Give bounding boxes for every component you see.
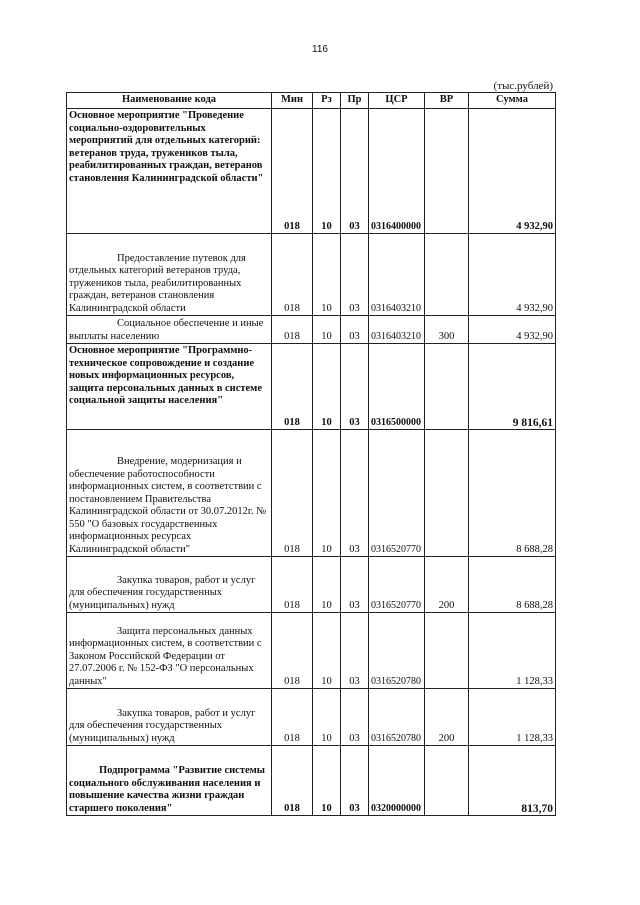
row-min: 018	[272, 344, 313, 430]
table-row	[67, 316, 556, 344]
page-number: 116	[312, 44, 328, 55]
header-vr: ВР	[425, 93, 469, 109]
row-pr: 03	[341, 557, 369, 613]
row-name: Основное мероприятие "Проведение социально-оздоровительных мероприятий для отдельных категорий: ветеранов труда, тружеников тыла, реабилитированных граждан, ветеранов становления Калининградской области"	[67, 109, 272, 234]
row-rz: 10	[313, 430, 341, 557]
row-pr: 03	[341, 316, 369, 344]
table-row	[67, 430, 556, 557]
row-sum: 4 932,90	[469, 316, 556, 344]
row-min: 018	[272, 689, 313, 746]
row-pr: 03	[341, 344, 369, 430]
row-csr: 0316520770	[369, 430, 425, 557]
header-csr: ЦСР	[369, 93, 425, 109]
header-pr: Пр	[341, 93, 369, 109]
row-pr: 03	[341, 234, 369, 316]
header-rz: Рз	[313, 93, 341, 109]
units-label: (тыс.рублей)	[493, 80, 553, 92]
row-vr	[425, 344, 469, 430]
row-rz: 10	[313, 689, 341, 746]
header-name: Наименование кода	[67, 93, 272, 109]
row-sum: 4 932,90	[469, 234, 556, 316]
table-row	[67, 234, 556, 316]
row-rz: 10	[313, 746, 341, 816]
row-name: Социальное обеспечение и иные выплаты населению	[67, 316, 272, 344]
header-sum: Сумма	[469, 93, 556, 109]
row-vr: 200	[425, 557, 469, 613]
row-sum: 1 128,33	[469, 613, 556, 689]
row-sum: 813,70	[469, 746, 556, 816]
row-rz: 10	[313, 613, 341, 689]
row-name: Внедрение, модернизация и обеспечение работоспособности информационных систем, в соответствии с постановлением Правительства Калининградской области от 30.07.2012г. № 550 "О базовых государственных информационных ресурсах Калининградской области"	[67, 430, 272, 557]
row-csr: 0316500000	[369, 344, 425, 430]
budget-table	[66, 92, 556, 816]
table-row	[67, 344, 556, 430]
table-row	[67, 109, 556, 234]
row-pr: 03	[341, 613, 369, 689]
row-min: 018	[272, 234, 313, 316]
header-row	[67, 93, 556, 109]
row-pr: 03	[341, 746, 369, 816]
table-row	[67, 689, 556, 746]
row-vr	[425, 613, 469, 689]
row-csr: 0320000000	[369, 746, 425, 816]
row-name: Предоставление путевок для отдельных категорий ветеранов труда, тружеников тыла, реабилитированных граждан, ветеранов становления Калининградской области	[67, 234, 272, 316]
row-csr: 0316403210	[369, 234, 425, 316]
row-pr: 03	[341, 689, 369, 746]
row-vr: 300	[425, 316, 469, 344]
row-min: 018	[272, 613, 313, 689]
row-name: Подпрограмма "Развитие системы социального обслуживания населения и повышение качества жизни граждан старшего поколения"	[67, 746, 272, 816]
row-name: Защита персональных данных информационных систем, в соответствии с Законом Российской Федерации от 27.07.2006 г. № 152-ФЗ "О персональных данных"	[67, 613, 272, 689]
row-rz: 10	[313, 109, 341, 234]
row-sum: 9 816,61	[469, 344, 556, 430]
row-min: 018	[272, 746, 313, 816]
row-sum: 8 688,28	[469, 557, 556, 613]
row-name: Закупка товаров, работ и услуг для обеспечения государственных (муниципальных) нужд	[67, 689, 272, 746]
row-vr	[425, 430, 469, 557]
row-min: 018	[272, 109, 313, 234]
row-csr: 0316400000	[369, 109, 425, 234]
row-rz: 10	[313, 344, 341, 430]
row-vr	[425, 109, 469, 234]
row-vr: 200	[425, 689, 469, 746]
table-row	[67, 746, 556, 816]
row-csr: 0316403210	[369, 316, 425, 344]
row-csr: 0316520780	[369, 613, 425, 689]
row-rz: 10	[313, 234, 341, 316]
header-min: Мин	[272, 93, 313, 109]
row-sum: 4 932,90	[469, 109, 556, 234]
row-pr: 03	[341, 109, 369, 234]
row-csr: 0316520770	[369, 557, 425, 613]
row-rz: 10	[313, 316, 341, 344]
row-min: 018	[272, 430, 313, 557]
row-rz: 10	[313, 557, 341, 613]
row-vr	[425, 746, 469, 816]
table-row	[67, 557, 556, 613]
row-sum: 1 128,33	[469, 689, 556, 746]
row-name: Основное мероприятие "Программно-техническое сопровождение и создание новых информационных ресурсов, защита персональных данных в системе социальной защиты населения"	[67, 344, 272, 430]
row-pr: 03	[341, 430, 369, 557]
row-min: 018	[272, 316, 313, 344]
row-vr	[425, 234, 469, 316]
row-sum: 8 688,28	[469, 430, 556, 557]
row-csr: 0316520780	[369, 689, 425, 746]
table-row	[67, 613, 556, 689]
row-name: Закупка товаров, работ и услуг для обеспечения государственных (муниципальных) нужд	[67, 557, 272, 613]
row-min: 018	[272, 557, 313, 613]
